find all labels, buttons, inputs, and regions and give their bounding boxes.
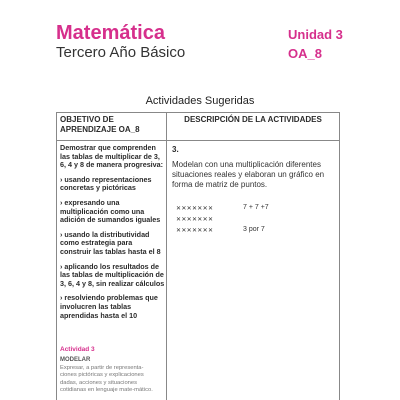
header-row-divider — [56, 140, 340, 141]
dot-row-label: 3 por 7 — [243, 226, 265, 233]
table-right-border — [339, 112, 340, 400]
objective-column-header: OBJETIVO DE APRENDIZAJE OA_8 — [60, 115, 140, 134]
oa-label: OA_8 — [288, 46, 322, 61]
dot-row: ✕✕✕✕✕✕✕ — [176, 216, 214, 223]
table-top-border — [56, 112, 340, 113]
activity-description: Expresar, a partir de representa-ciones pictóricas y explicaciones dadas, acciones y situaciones cotidianas en lenguaje mate-mático. — [60, 365, 153, 394]
dot-row: ✕✕✕✕✕✕✕ — [176, 205, 214, 212]
grade-title: Tercero Año Básico — [56, 44, 186, 61]
objective-item: › usando la distributividad como estrategia para construir las tablas hasta el 8 — [60, 229, 161, 256]
objective-item: › expresando una multiplicación como una adición de sumandos iguales — [60, 197, 161, 225]
objectives-list — [60, 144, 165, 326]
column-divider — [166, 112, 167, 400]
objective-item: › resolviendo problemas que involucren las tablas aprendidas hasta el 10 — [60, 293, 158, 320]
subject-title: Matemática — [56, 22, 165, 44]
objective-item: › usando representaciones concretas y pictóricas — [60, 174, 152, 193]
dot-row: ✕✕✕✕✕✕✕ — [176, 227, 214, 234]
activity-skill-label: MODELAR — [60, 357, 91, 363]
step-description: Modelan con una multiplicación diferentes situaciones reales y elaboran un gráfico en forma de matriz de puntos. — [172, 160, 325, 189]
description-column-header: DESCRIPCIÓN DE LA ACTIVIDADES — [184, 115, 322, 124]
activity-title: Actividad 3 — [60, 346, 95, 353]
unit-label: Unidad 3 — [288, 27, 343, 42]
table-left-border — [56, 112, 57, 400]
step-number: 3. — [172, 145, 179, 154]
section-title: Actividades Sugeridas — [145, 95, 255, 107]
objective-intro: Demostrar que comprenden las tablas de multiplicar de 3, 6, 4 y 8 de manera progresiva: — [60, 143, 164, 170]
dot-row-label: 7 + 7 +7 — [243, 204, 269, 211]
objective-item: › aplicando los resultados de las tablas de multiplicación de 3, 6, 4 y 8, sin realizar cálculos — [60, 261, 165, 288]
